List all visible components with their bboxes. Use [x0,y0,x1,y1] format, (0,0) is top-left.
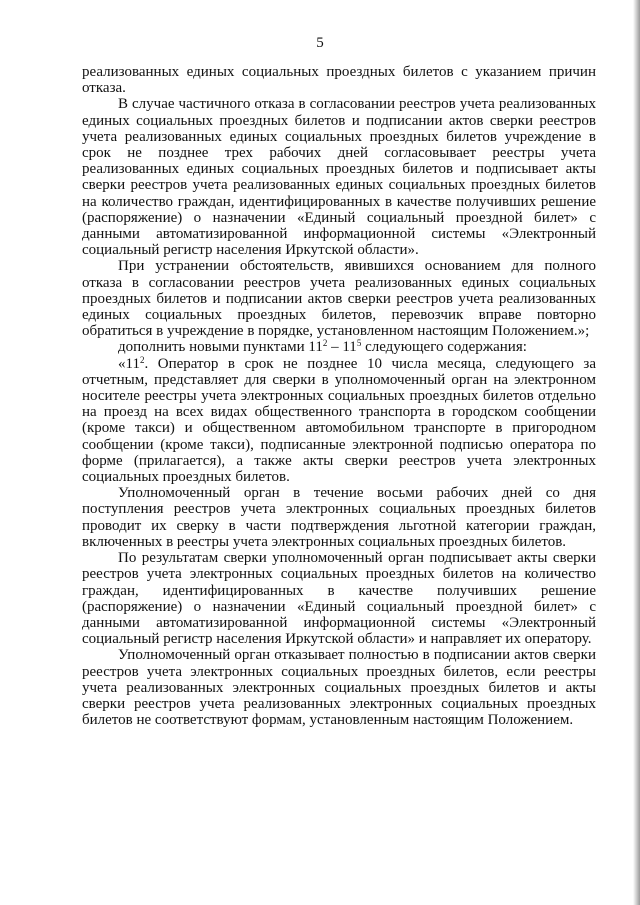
paragraph-verification-results: По результатам сверки уполномоченный орган подписывает акты сверки реестров учета электронных социальных проездных билетов на количество граждан, идентифицированных в качестве получивших решение (распоряжение) о назначении «Единый социальный проездной билет» с данными автоматизированной информационной системы «Электронный социальный регистр населения Иркутской области» и направляет их оператору. [82,550,596,648]
page-number: 5 [316,35,324,51]
paragraph-full-refusal-resolution: При устранении обстоятельств, явившихся основанием для полного отказа в согласовании реестров учета реализованных единых социальных проездных билетов и подписании актов сверки реестров учета реализованных единых социальных проездных билетов, перевозчик вправе повторно обратиться в учреждение в порядке, установленном настоящим Положением.»; [82,258,596,340]
paragraph-continuation: реализованных единых социальных проездных билетов с указанием причин отказа. [82,64,596,97]
paragraph-partial-refusal: В случае частичного отказа в согласовании реестров учета реализованных единых социальных проездных билетов и подписании актов сверки реестров учета реализованных единых социальных проездных билетов учреждение в срок не позднее трех рабочих дней согласовывает реестры учета реализованных единых социальных проездных билетов и подписывает акты сверки реестров учета реализованных единых социальных проездных билетов на количество граждан, идентифицированных в качестве получивших решение (распоряжение) о назначении «Единый социальный проездной билет» с данными автоматизированной информационной системы «Электронный социальный регистр населения Иркутской области». [82,96,596,259]
paragraph-amendment-intro: дополнить новыми пунктами $11^2 - 11^5$ следующего содержания: [118,338,527,356]
paragraph-verification-period: Уполномоченный орган в течение восьми рабочих дней со дня поступления реестров учета электронных социальных проездных билетов проводит их сверку в части подтверждения льготной категории граждан, включенных в реестры учета электронных социальных проездных билетов. [82,485,596,550]
scan-page-edge [633,0,640,905]
paragraph-signing-refusal: Уполномоченный орган отказывает полностью в подписании актов сверки реестров учета электронных социальных проездных билетов, если реестры учета реализованных электронных социальных проездных билетов и акты сверки реестров учета реализованных электронных социальных проездных билетов не соответствуют формам, установленным настоящим Положением. [82,647,596,729]
paragraph-clause-11-2: «$11^2$. Оператор в срок не позднее 10 числа месяца, следующего за отчетным, представляет для сверки в уполномоченный орган на электронном носителе реестры учета электронных социальных проездных билетов отдельно на проезд на всех видах общественного транспорта в городском сообщении (кроме такси) и общественном автомобильном транспорте в пригородном сообщении (кроме такси), подписанные электронной подписью оператора по форме (прилагается), а также акты сверки реестров учета электронных социальных проездных билетов. [82,354,596,486]
document-body [82,64,596,728]
